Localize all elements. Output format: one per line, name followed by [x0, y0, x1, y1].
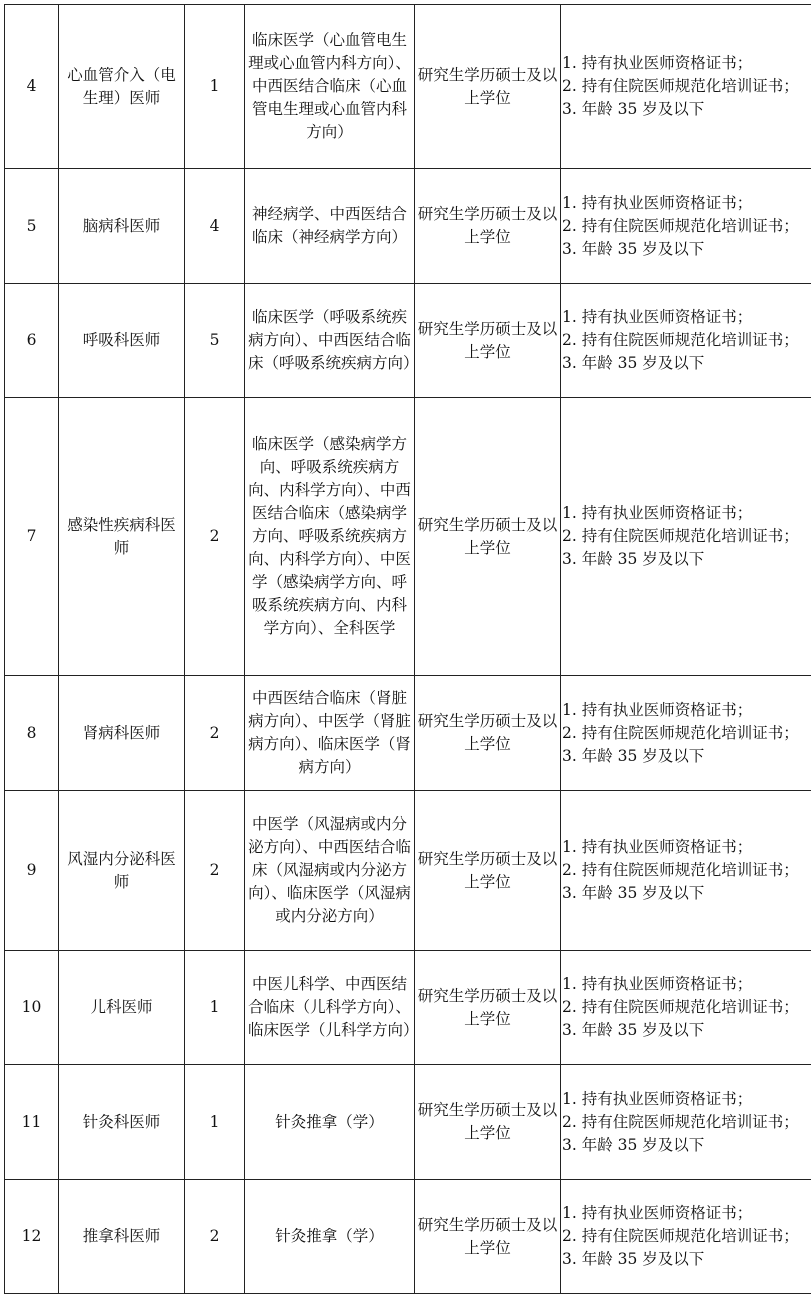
requirement-line: 2. 持有住院医师规范化培训证书；: [562, 1112, 799, 1131]
table-row: [5, 398, 811, 676]
hire-count: 1: [185, 1065, 245, 1180]
hire-count: 2: [185, 676, 245, 791]
row-number: 9: [5, 791, 59, 951]
other-requirements: [561, 951, 811, 1065]
requirement-line: 2. 持有住院医师规范化培训证书；: [562, 527, 799, 545]
requirement-line: 3. 年龄 35 岁及以下: [562, 1250, 705, 1268]
position-name: 感染性疾病科医师: [59, 398, 185, 676]
other-requirements: [561, 169, 811, 284]
major-requirement: 中西医结合临床（肾脏病方向）、中医学（肾脏病方向）、临床医学（肾病方向）: [245, 676, 415, 791]
requirement-line: 2. 持有住院医师规范化培训证书；: [562, 861, 799, 879]
row-number: 11: [5, 1065, 59, 1180]
other-requirements: [561, 398, 811, 676]
requirement-line: 2. 持有住院医师规范化培训证书；: [562, 1227, 799, 1245]
requirement-line: 1. 持有执业医师资格证书；: [562, 193, 753, 212]
major-requirement: 中医学（风湿病或内分泌方向）、中西医结合临床（风湿病或内分泌方向）、临床医学（风湿病或内分泌方向）: [245, 791, 415, 951]
requirement-line: 2. 持有住院医师规范化培训证书；: [562, 998, 799, 1016]
education-requirement: 研究生学历硕士及以上学位: [415, 951, 561, 1065]
position-name: 儿科医师: [59, 951, 185, 1065]
major-requirement: 临床医学（心血管电生理或心血管内科方向）、中西医结合临床（心血管电生理或心血管内科方向）: [245, 5, 415, 169]
hire-count: 1: [185, 5, 245, 169]
major-requirement: 临床医学（感染病学方向、呼吸系统疾病方向、内科学方向）、中西医结合临床（感染病学方向、呼吸系统疾病方向、内科学方向）、中医学（感染病学方向、呼吸系统疾病方向、内科学方向）、全科医学: [245, 398, 415, 676]
requirement-line: 1. 持有执业医师资格证书；: [562, 838, 753, 856]
requirement-line: 2. 持有住院医师规范化培训证书；: [562, 216, 799, 235]
requirement-line: 1. 持有执业医师资格证书；: [562, 700, 753, 719]
requirement-line: 3. 年龄 35 岁及以下: [562, 100, 705, 118]
hire-count: 2: [185, 398, 245, 676]
other-requirements: [561, 791, 811, 951]
requirement-line: 2. 持有住院医师规范化培训证书；: [562, 723, 799, 742]
position-name: 风湿内分泌科医师: [59, 791, 185, 951]
other-requirements: [561, 1180, 811, 1294]
education-requirement: 研究生学历硕士及以上学位: [415, 1180, 561, 1294]
table-row: [5, 1180, 811, 1294]
education-requirement: 研究生学历硕士及以上学位: [415, 169, 561, 284]
position-name: 心血管介入（电生理）医师: [59, 5, 185, 169]
requirement-line: 3. 年龄 35 岁及以下: [562, 239, 705, 258]
education-requirement: 研究生学历硕士及以上学位: [415, 1065, 561, 1180]
requirement-line: 3. 年龄 35 岁及以下: [562, 354, 705, 372]
table-row: [5, 791, 811, 951]
position-name: 脑病科医师: [59, 169, 185, 284]
row-number: 7: [5, 398, 59, 676]
row-number: 4: [5, 5, 59, 169]
row-number: 5: [5, 169, 59, 284]
education-requirement: 研究生学历硕士及以上学位: [415, 5, 561, 169]
row-number: 10: [5, 951, 59, 1065]
position-name: 推拿科医师: [59, 1180, 185, 1294]
major-requirement: 中医儿科学、中西医结合临床（儿科学方向）、临床医学（儿科学方向）: [245, 951, 415, 1065]
requirement-line: 2. 持有住院医师规范化培训证书；: [562, 331, 799, 349]
row-number: 8: [5, 676, 59, 791]
table-row: [5, 169, 811, 284]
requirement-line: 3. 年龄 35 岁及以下: [562, 746, 705, 765]
position-name: 呼吸科医师: [59, 284, 185, 398]
requirement-line: 3. 年龄 35 岁及以下: [562, 1135, 705, 1154]
other-requirements: [561, 284, 811, 398]
requirement-line: 1. 持有执业医师资格证书；: [562, 975, 753, 993]
table-row: [5, 951, 811, 1065]
other-requirements: [561, 676, 811, 791]
major-requirement: 神经病学、中西医结合临床（神经病学方向）: [245, 169, 415, 284]
education-requirement: 研究生学历硕士及以上学位: [415, 791, 561, 951]
hire-count: 4: [185, 169, 245, 284]
hire-count: 1: [185, 951, 245, 1065]
requirement-line: 1. 持有执业医师资格证书；: [562, 1204, 753, 1222]
hire-count: 2: [185, 1180, 245, 1294]
recruitment-table: [4, 4, 811, 1294]
requirement-line: 3. 年龄 35 岁及以下: [562, 1021, 705, 1039]
requirement-line: 2. 持有住院医师规范化培训证书；: [562, 77, 799, 95]
hire-count: 2: [185, 791, 245, 951]
requirement-line: 1. 持有执业医师资格证书；: [562, 308, 753, 326]
other-requirements: [561, 5, 811, 169]
row-number: 6: [5, 284, 59, 398]
requirement-line: 1. 持有执业医师资格证书；: [562, 1089, 753, 1108]
requirement-line: 3. 年龄 35 岁及以下: [562, 550, 705, 568]
table-row: [5, 676, 811, 791]
other-requirements: [561, 1065, 811, 1180]
requirement-line: 1. 持有执业医师资格证书；: [562, 504, 753, 522]
hire-count: 5: [185, 284, 245, 398]
row-number: 12: [5, 1180, 59, 1294]
position-name: 针灸科医师: [59, 1065, 185, 1180]
major-requirement: 针灸推拿（学）: [245, 1180, 415, 1294]
requirement-line: 3. 年龄 35 岁及以下: [562, 884, 705, 902]
education-requirement: 研究生学历硕士及以上学位: [415, 398, 561, 676]
requirement-line: 1. 持有执业医师资格证书；: [562, 54, 753, 72]
table-row: [5, 284, 811, 398]
education-requirement: 研究生学历硕士及以上学位: [415, 676, 561, 791]
major-requirement: 针灸推拿（学）: [245, 1065, 415, 1180]
table-row: [5, 5, 811, 169]
table-body: [5, 5, 811, 1294]
major-requirement: 临床医学（呼吸系统疾病方向）、中西医结合临床（呼吸系统疾病方向）: [245, 284, 415, 398]
position-name: 肾病科医师: [59, 676, 185, 791]
table-row: [5, 1065, 811, 1180]
education-requirement: 研究生学历硕士及以上学位: [415, 284, 561, 398]
